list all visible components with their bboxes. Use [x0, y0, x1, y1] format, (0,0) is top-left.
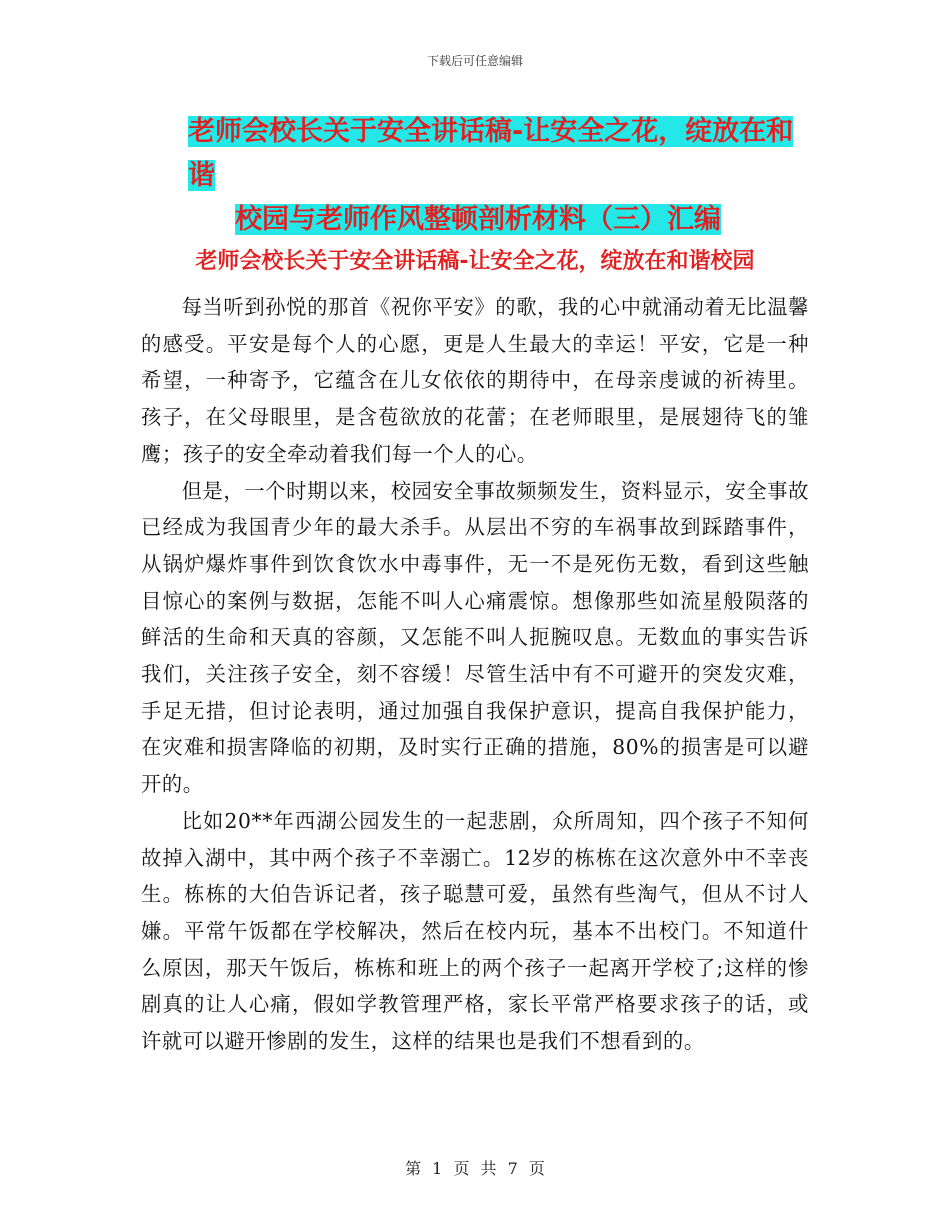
paragraph: 比如20**年西湖公园发生的一起悲剧，众所周知，四个孩子不知何故掉入湖中，其中两个孩子不幸溺亡。12岁的栋栋在这次意外中不幸丧生。栋栋的大伯告诉记者，孩子聪慧可爱，虽然有些淘气，但从不讨人嫌。平常午饭都在学校解决，然后在校内玩，基本不出校门。不知道什么原因，那天午饭后，栋栋和班上的两个孩子一起离开学校了;这样的惨剧真的让人心痛，假如学教管理严格，家长平常严格要求孩子的话，或许就可以避开惨剧的发生，这样的结果也是我们不想看到的。: [141, 808, 809, 1054]
page-header: 下载后可任意编辑: [426, 54, 523, 68]
paragraph: 但是，一个时期以来，校园安全事故频频发生，资料显示，安全事故已经成为我国青少年的最大杀手。从层出不穷的车祸事故到踩踏事件，从锅炉爆炸事件到饮食饮水中毒事件，无一不是死伤无数，看到这些触目惊心的案例与数据，怎能不叫人心痛震惊。想像那些如流星般陨落的鲜活的生命和天真的容颜，又怎能不叫人扼腕叹息。无数血的事实告诉我们，关注孩子安全，刻不容缓！尽管生活中有不可避开的突发灾难，手足无措，但讨论表明，通过加强自我保护意识，提高自我保护能力，在灾难和损害降临的初期，及时实行正确的措施，80%的损害是可以避开的。: [141, 478, 809, 797]
page-footer: 第 1 页 共 7 页: [405, 1159, 545, 1178]
document-title-line-1: 老师会校长关于安全讲话稿-让安全之花，绽放在和谐: [188, 116, 794, 191]
section-heading: 老师会校长关于安全讲话稿-让安全之花，绽放在和谐校园: [195, 249, 755, 274]
document-title: [140, 110, 820, 242]
paragraph: 每当听到孙悦的那首《祝你平安》的歌，我的心中就涌动着无比温馨的感受。平安是每个人的心愿，更是人生最大的幸运！平安，它是一种希望，一种寄予，它蕴含在儿女依依的期待中，在母亲虔诚的祈祷里。孩子，在父母眼里，是含苞欲放的花蕾；在老师眼里，是展翅待飞的雏鹰；孩子的安全牵动着我们每一个人的心。: [141, 295, 809, 466]
document-body: [141, 289, 809, 1060]
document-title-line-2: 校园与老师作风整顿剖析材料（三）汇编: [235, 204, 721, 235]
